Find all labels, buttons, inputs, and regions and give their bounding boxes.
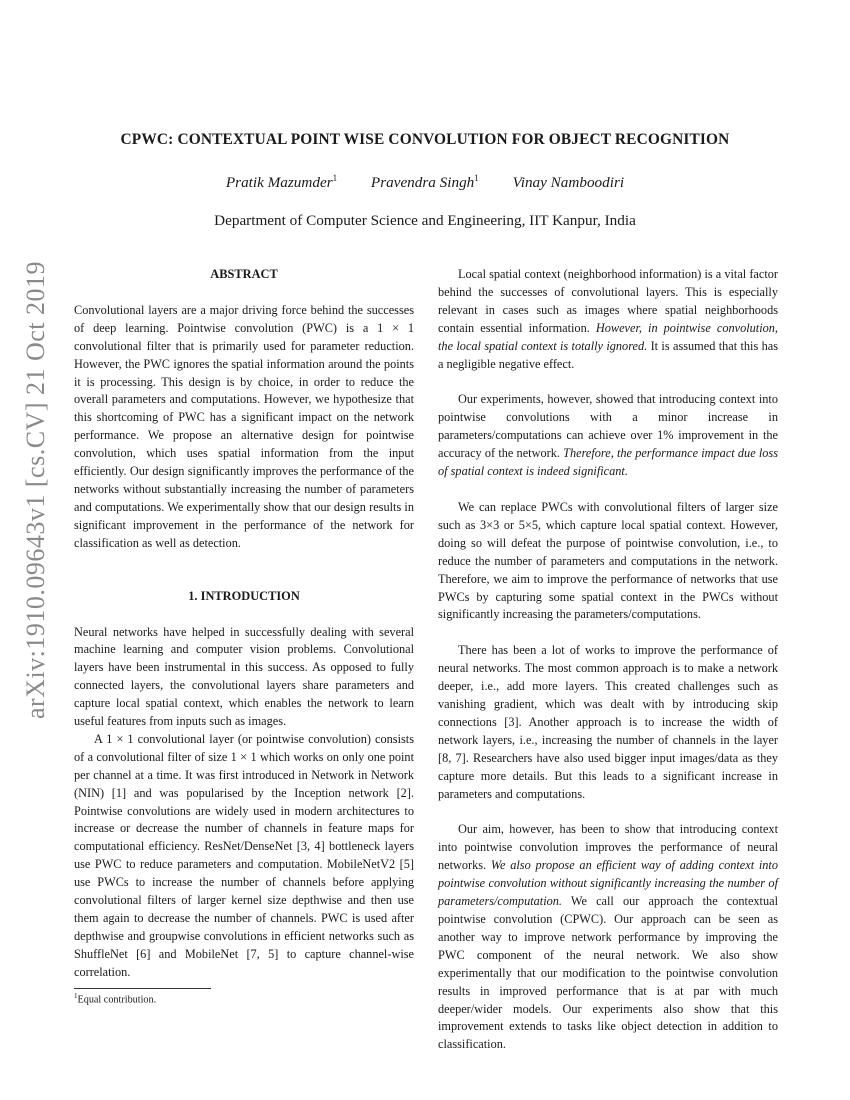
arxiv-stamp-text: arXiv:1910.09643v1 [cs.CV] 21 Oct 2019 — [21, 260, 50, 720]
author-1: Pratik Mazumder$^1$ — [225, 173, 338, 192]
right-paragraph-3: We can replace PWCs with convolutional filters of larger size such as 3×3 or 5×5, which capture local spatial context. However, doing so will defeat the purpose of pointwise convolution, i.e., to reduce the number of parameters and computations in the network. Therefore, we aim to improve the performance of networks that use PWCs by capturing some spatial context in the PWCs without significantly increasing the parameters/computations. — [438, 499, 778, 622]
arxiv-identifier-stamp — [6, 260, 66, 720]
author-list — [0, 173, 850, 192]
intro-paragraph-2: A 1 × 1 convolutional layer (or pointwise convolution) consists of a convolutional filter of size 1 × 1 which works on only one point per channel at a time. It was first introduced in Network in Network (NIN) [1] and was popularised by the Inception network [2]. Pointwise convolutions are widely used in modern architectures to increase or decrease the number of channels in feature maps for computational efficiency. ResNet/DenseNet [3, 4] bottleneck layers use PWC to reduce parameters and computation. MobileNetV2 [5] use PWCs to increase the number of channels before applying convolutional filters of larger kernel size depthwise and then use them again to decrease the number of channels. PWC is used after depthwise and groupwise convolutions in efficient networks such as ShuffleNet [6] and MobileNet [7, 5] to capture channel-wise correlation. — [74, 731, 414, 979]
author-3: Vinay Namboodiri — [512, 174, 625, 192]
author-2: Pravendra Singh$^1$ — [370, 173, 479, 192]
right-paragraph-5: Our aim, however, has been to show that introducing context into pointwise convolution improves the performance of neural networks. We also propose an efficient way of adding context into pointwise convolution without significantly increasing the number of parameters/computation. We call our approach the contextual pointwise convolution (CPWC). Our approach can be seen as another way to improve network performance by improving the PWC component of the neural network. We also show experimentally that our modification to the pointwise convolution results in improved performance that is at par with much deeper/wider models. Our experiments also show that this improvement extends to tasks like object detection in addition to classification. — [438, 822, 778, 1052]
footnote: $^1$Equal contribution. — [74, 992, 157, 1006]
introduction-heading: 1. INTRODUCTION — [188, 588, 300, 603]
affiliation: Department of Computer Science and Engineering, IIT Kanpur, India — [214, 212, 636, 229]
abstract-heading: ABSTRACT — [210, 267, 278, 281]
paper-title: CPWC: CONTEXTUAL POINT WISE CONVOLUTION FOR OBJECT RECOGNITION — [120, 131, 730, 148]
left-column — [74, 266, 414, 982]
abstract-body: Convolutional layers are a major driving force behind the successes of deep learning. Pointwise convolution (PWC) is a 1 × 1 convolutional filter that is primarily used for parameter reduction. However, the PWC ignores the spatial information around the points it is processing. This design is by choice, in order to reduce the overall parameters and computations. However, we hypothesize that this shortcoming of PWC has a significant impact on the network performance. We propose an alternative design for pointwise convolution, which uses spatial information from the input efficiently. Our design significantly improves the performance of the networks without substantially increasing the number of parameters and computations. We experimentally show that our design results in significant improvement in the performance of the network for classification as well as detection. — [74, 302, 414, 550]
right-column — [438, 266, 778, 1054]
footnote-divider — [74, 988, 211, 989]
intro-paragraph-1: Neural networks have helped in successfully dealing with several machine learning and computer vision problems. Convolutional layers have been instrumental in this success. As opposed to fully connected layers, the convolutional layers share parameters and capture local spatial context, which enables the network to learn useful features from inputs such as images. — [74, 624, 414, 729]
right-paragraph-4: There has been a lot of works to improve the performance of neural networks. The most common approach is to make a network deeper, i.e., add more layers. This created challenges such as vanishing gradient, which was dealt with by introducing skip connections [3]. Another approach is to increase the width of network layers, i.e., increasing the number of channels in the layer [8, 7]. Researchers have also used bigger input images/data as they capture more details. But this leads to a significant increase in parameters and computations. — [438, 643, 778, 801]
right-paragraph-2: Our experiments, however, showed that introducing context into pointwise convolutions with a minor increase in parameters/computations can achieve over 1% improvement in the accuracy of the network. Therefore, the performance impact due loss of spatial context is indeed significant. — [438, 392, 778, 479]
right-paragraph-1: Local spatial context (neighborhood information) is a vital factor behind the successes of convolutional layers. This is especially relevant in cases such as images where spatial neighborhoods contain essential information. However, in pointwise convolution, the local spatial context is totally ignored. It is assumed that this has a negligible negative effect. — [438, 267, 778, 371]
